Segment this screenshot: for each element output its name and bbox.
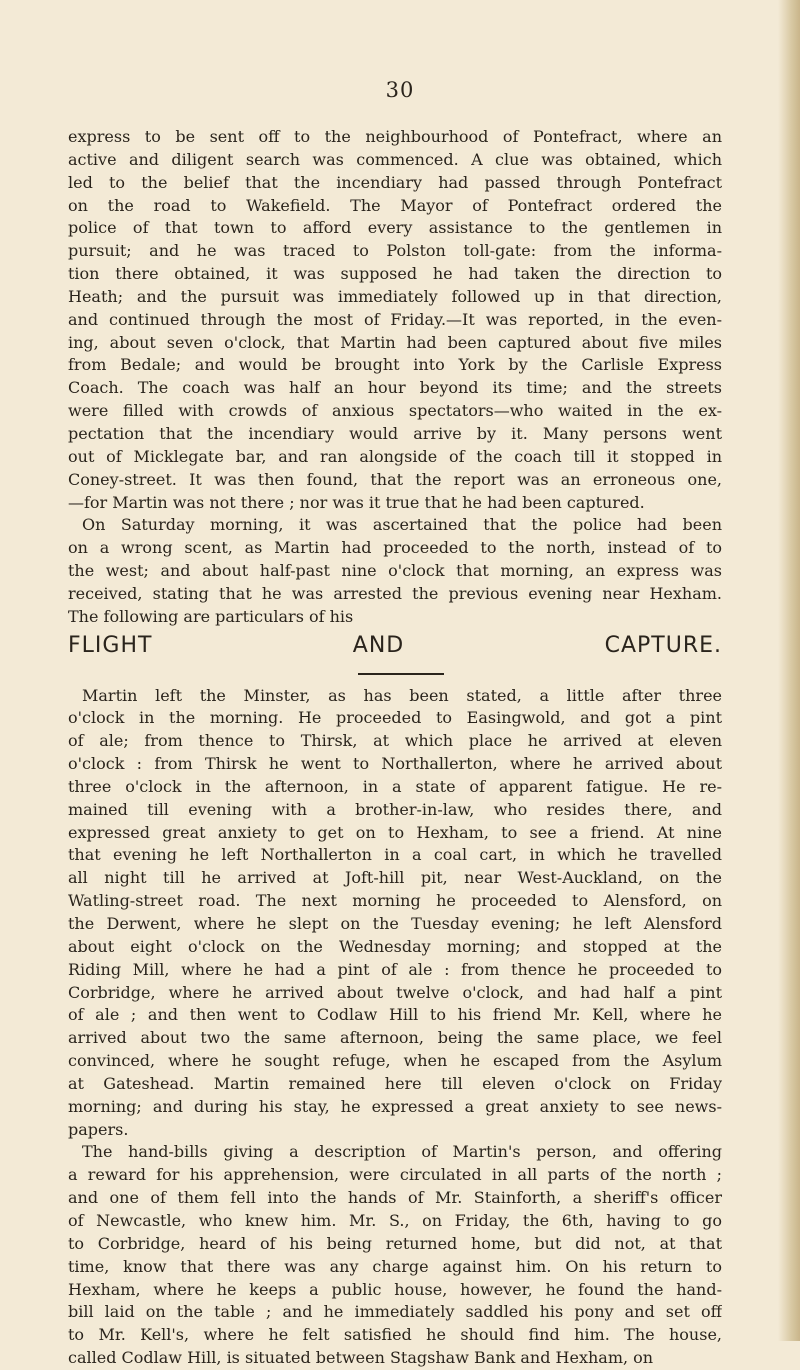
text-line: of ale; from thence to Thirsk, at which place he arrived at eleven bbox=[68, 731, 722, 751]
text-line: about eight o'clock on the Wednesday morning; and stopped at the bbox=[68, 936, 722, 956]
text-line: Martin left the Minster, as has been stated, a little after three bbox=[82, 685, 722, 705]
text-line: that evening he left Northallerton in a coal cart, in which he travelled bbox=[68, 845, 722, 865]
text-line: —for Martin was not there ; nor was it true that he had been captured. bbox=[68, 492, 645, 512]
text-line: were filled with crowds of anxious spectators—who waited in the ex- bbox=[68, 401, 722, 421]
text-line: Heath; and the pursuit was immediately followed up in that direction, bbox=[68, 286, 722, 306]
text-line: arrived about two the same afternoon, being the same place, we feel bbox=[68, 1028, 722, 1048]
text-line: police of that town to afford every assistance to the gentlemen in bbox=[68, 218, 722, 238]
text-section-before-heading bbox=[68, 126, 722, 629]
paragraph bbox=[68, 1141, 722, 1369]
section-heading: FLIGHT AND CAPTURE. bbox=[68, 632, 722, 658]
text-line: express to be sent off to the neighbourhood of Pontefract, where an bbox=[68, 127, 722, 146]
text-line: out of Micklegate bar, and ran alongside of the coach till it stopped in bbox=[68, 446, 722, 466]
page-number: 30 bbox=[385, 78, 415, 102]
text-line: Watling-street road. The next morning he proceeded to Alensford, on bbox=[68, 891, 722, 911]
text-line: o'clock in the morning. He proceeded to Easingwold, and got a pint bbox=[68, 708, 722, 728]
text-line: papers. bbox=[68, 1119, 129, 1139]
heading-rule bbox=[358, 673, 444, 675]
text-line: received, stating that he was arrested the previous evening near Hexham. bbox=[68, 583, 722, 603]
text-line: to Mr. Kell's, where he felt satisfied he should find him. The house, bbox=[68, 1325, 722, 1345]
text-line: tion there obtained, it was supposed he had taken the direction to bbox=[68, 264, 722, 284]
text-line: pectation that the incendiary would arrive by it. Many persons went bbox=[68, 423, 722, 443]
text-line: expressed great anxiety to get on to Hexham, to see a friend. At nine bbox=[68, 822, 722, 842]
text-section-after-heading bbox=[68, 685, 722, 1370]
paragraph bbox=[68, 514, 722, 628]
text-line: at Gateshead. Martin remained here till eleven o'clock on Friday bbox=[68, 1073, 722, 1093]
text-line: three o'clock in the afternoon, in a state of apparent fatigue. He re- bbox=[68, 776, 722, 796]
text-line: The hand-bills giving a description of Martin's person, and offering bbox=[82, 1142, 722, 1162]
text-line: Corbridge, where he arrived about twelve o'clock, and had half a pint bbox=[68, 982, 722, 1002]
text-line: all night till he arrived at Joft-hill pit, near West-Auckland, on the bbox=[68, 868, 722, 888]
text-line: Riding Mill, where he had a pint of ale : from thence he proceeded to bbox=[68, 959, 722, 979]
text-line: on the road to Wakefield. The Mayor of Pontefract ordered the bbox=[68, 195, 722, 215]
text-line: convinced, where he sought refuge, when he escaped from the Asylum bbox=[68, 1051, 722, 1071]
text-line: and continued through the most of Friday.—It was reported, in the even- bbox=[68, 309, 722, 329]
text-line: On Saturday morning, it was ascertained that the police had been bbox=[82, 515, 722, 535]
text-line: o'clock : from Thirsk he went to Northallerton, where he arrived about bbox=[68, 754, 722, 774]
text-line: The following are particulars of his bbox=[68, 606, 354, 626]
section-heading-block bbox=[68, 629, 722, 685]
paragraph bbox=[68, 685, 722, 1142]
text-line: morning; and during his stay, he expressed a great anxiety to see news- bbox=[68, 1096, 722, 1116]
text-line: called Codlaw Hill, is situated between Stagshaw Bank and Hexham, on bbox=[68, 1348, 654, 1368]
text-line: time, know that there was any charge against him. On his return to bbox=[68, 1256, 722, 1276]
paragraph bbox=[68, 126, 722, 514]
text-line: the west; and about half-past nine o'clock that morning, an express was bbox=[68, 561, 722, 581]
text-line: from Bedale; and would be brought into York by the Carlisle Express bbox=[68, 355, 722, 375]
text-line: Coach. The coach was half an hour beyond its time; and the streets bbox=[68, 378, 722, 398]
text-line: Coney-street. It was then found, that the report was an erroneous one, bbox=[68, 469, 722, 489]
text-line: to Corbridge, heard of his being returned home, but did not, at that bbox=[68, 1233, 722, 1253]
text-line: a reward for his apprehension, were circulated in all parts of the north ; bbox=[68, 1165, 722, 1185]
text-line: on a wrong scent, as Martin had proceeded to the north, instead of to bbox=[68, 538, 722, 558]
text-line: Hexham, where he keeps a public house, however, he found the hand- bbox=[68, 1279, 722, 1299]
text-line: led to the belief that the incendiary had passed through Pontefract bbox=[68, 172, 722, 192]
text-line: active and diligent search was commenced. A clue was obtained, which bbox=[68, 149, 722, 169]
text-line: bill laid on the table ; and he immediately saddled his pony and set off bbox=[68, 1302, 722, 1322]
text-line: the Derwent, where he slept on the Tuesday evening; he left Alensford bbox=[68, 914, 722, 933]
page-edge-shadow bbox=[778, 0, 800, 1341]
text-line: mained till evening with a brother-in-law, who resides there, and bbox=[68, 799, 722, 819]
text-line: and one of them fell into the hands of Mr. Stainforth, a sheriff's officer bbox=[68, 1188, 722, 1208]
text-line: of Newcastle, who knew him. Mr. S., on Friday, the 6th, having to go bbox=[68, 1210, 722, 1230]
text-line: pursuit; and he was traced to Polston toll-gate: from the informa- bbox=[68, 241, 722, 261]
text-line: of ale ; and then went to Codlaw Hill to his friend Mr. Kell, where he bbox=[68, 1005, 722, 1025]
text-line: ing, about seven o'clock, that Martin had been captured about five miles bbox=[68, 332, 722, 352]
body-text bbox=[68, 126, 722, 1370]
